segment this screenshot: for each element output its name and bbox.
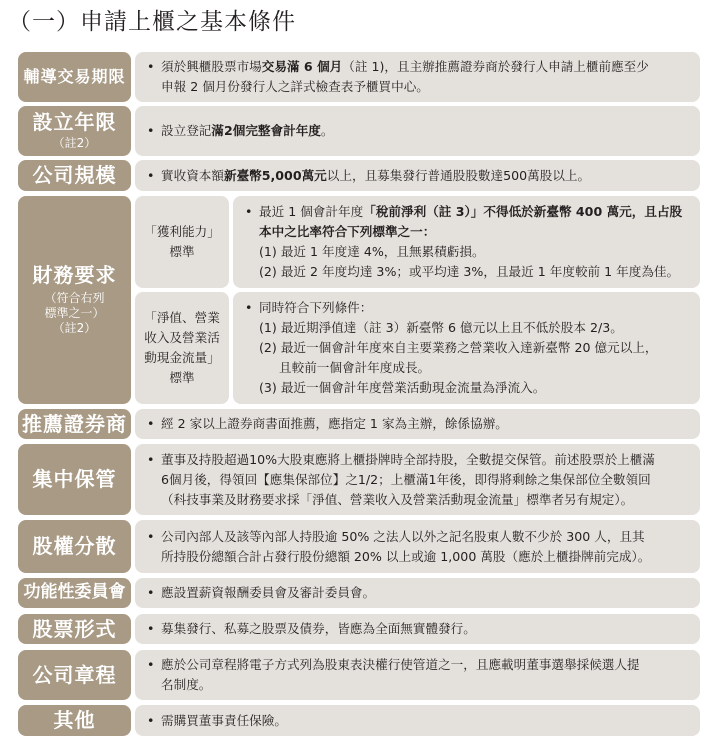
subrow-profitability [135, 196, 700, 288]
row-label [18, 705, 131, 736]
continued-text: 所持股份總額合計占發行股份總額 20% 以上或逾 1,000 萬股（應於上櫃掛牌前完成）。 [161, 548, 651, 564]
sub-label-text: 標準 [169, 244, 195, 259]
section-title: （一）申請上櫃之基本條件 [8, 9, 296, 35]
bullet-text [245, 202, 692, 222]
sub-label-text: 收入及營業活 [144, 330, 220, 345]
text-span: 實收資本額 [161, 167, 224, 183]
criterion-continued: 且較前一個會計年度成長。 [279, 360, 431, 375]
row-label-sub: （符合右列 [44, 291, 105, 305]
row-label [18, 614, 131, 644]
continued-text: 6個月後，得領回【應集保部位】之1/2；上櫃滿1年後，即得將剩餘之集保部位全數領回 [161, 471, 651, 487]
row-label-text: 公司規模 [32, 163, 117, 187]
row-content [135, 614, 700, 644]
row-other [18, 705, 700, 736]
row-label-text: 設立年限 [32, 110, 117, 135]
row-content [135, 106, 700, 156]
row-label-text: 輔導交易期限 [23, 66, 126, 86]
row-committee [18, 578, 700, 608]
sub-label-text: 標準 [169, 370, 195, 385]
sub-label [135, 196, 229, 288]
bullet-text [147, 57, 690, 77]
row-content [135, 160, 700, 191]
row-articles [18, 650, 700, 700]
criterion: (1) 最近期淨值達（註 3）新臺幣 6 億元以上且不低於股本 2/3。 [259, 320, 623, 335]
criterion: (2) 最近 2 年度均達 3%；或平均達 3%，且最近 1 年度較前 1 年度為佳。 [259, 264, 680, 279]
continued-text: 申報 2 個月份發行人之詳式檢查表予櫃買中心。 [161, 79, 429, 94]
bold-span: 交易滿 6 個月 [261, 59, 343, 74]
row-label-note: （註2） [52, 136, 97, 151]
bold-span: 本中之比率符合下列標準之一： [259, 224, 436, 239]
row-sponsor [18, 409, 700, 439]
sub-content [233, 196, 700, 288]
continued-text [245, 222, 692, 242]
row-label-text: 股票形式 [32, 616, 117, 641]
row-content [135, 520, 700, 573]
criterion: (3) 最近一個會計年度營業活動現金流量為淨流入。 [259, 380, 546, 395]
row-label-text: 推薦證券商 [22, 411, 127, 436]
text-span: 。 [320, 123, 334, 138]
row-label [18, 160, 131, 191]
criterion: (1) 最近 1 年度達 4%，且無累積虧損。 [259, 244, 485, 259]
subrow-net-worth [135, 292, 700, 404]
bullet-text: • 公司內部人及該等內部人持股逾 50% 之法人以外之記名股東人數不少於 300 人，且其 [147, 527, 690, 547]
bold-span: 新臺幣5,000萬元 [223, 167, 327, 183]
row-label-text: 財務要求 [32, 263, 117, 287]
row-label [18, 409, 131, 439]
bullet-text [147, 166, 690, 186]
row-label-text: 功能性委員會 [23, 582, 126, 603]
continued-text: 名制度。 [161, 677, 212, 692]
row-label-text: 公司章程 [32, 662, 117, 687]
criterion: (2) 最近一個會計年度來自主要業務之營業收入達新臺幣 20 億元以上， [259, 340, 658, 355]
row-content [135, 578, 700, 608]
row-label-text: 集中保管 [32, 467, 117, 491]
row-custody [18, 444, 700, 515]
bold-span: 滿2個完整會計年度 [211, 123, 321, 138]
row-label-sub: 標準之一） [44, 306, 105, 320]
row-content [135, 409, 700, 439]
text-span: 以上，且募集發行普通股股數達500萬股以上。 [326, 167, 591, 183]
row-stock-form [18, 614, 700, 644]
row-label [18, 578, 131, 608]
sub-content [233, 292, 700, 404]
text-span: 設立登記 [161, 123, 212, 138]
text-span: 最近 1 個會計年度 [259, 204, 364, 219]
bullet-text: • 董事及持股超過10%大股東應將上櫃掛牌時全部持股，全數提交保管。前述股票於上櫃滿 [147, 450, 690, 470]
row-company-scale [18, 160, 700, 191]
row-trading-period [18, 52, 700, 102]
bullet-text: • 需購買董事責任保險。 [147, 711, 690, 731]
bold-span: 「稅前淨利（註 3）」不得低於新臺幣 400 萬元，且占股 [363, 204, 683, 219]
sub-label [135, 292, 229, 404]
row-label-note: （註2） [52, 321, 97, 335]
row-label [18, 650, 131, 700]
row-label [18, 52, 131, 102]
sub-label-text: 「淨值、營業 [144, 310, 220, 325]
bullet-text: • 應設置薪資報酬委員會及審計委員會。 [147, 583, 690, 603]
row-label [18, 520, 131, 573]
bullet-text [147, 121, 690, 141]
row-label [18, 196, 131, 404]
row-financial [18, 196, 700, 404]
row-label-text: 其他 [53, 708, 96, 732]
row-content [135, 52, 700, 102]
row-content [135, 650, 700, 700]
text-span: 須於興櫃股票市場 [161, 59, 262, 74]
bullet-text: • 經 2 家以上證券商書面推薦，應指定 1 家為主辦，餘係協辦。 [147, 414, 690, 434]
row-establishment [18, 106, 700, 156]
row-dispersion [18, 520, 700, 573]
bullet-text: • 募集發行、私募之股票及債券，皆應為全面無實體發行。 [147, 619, 690, 639]
row-content [135, 705, 700, 736]
row-content [135, 444, 700, 515]
row-label-text: 股權分散 [32, 534, 117, 558]
row-label [18, 106, 131, 156]
continued-text: （科技事業及財務要求採「淨值、營業收入及營業活動現金流量」標準者另有規定）。 [161, 491, 634, 507]
row-label [18, 444, 131, 515]
sub-label-text: 「獲利能力」 [144, 224, 220, 239]
sub-label-text: 動現金流量」 [144, 350, 220, 365]
bullet-text: • 應於公司章程將電子方式列為股東表決權行使管道之一，且應載明董事選舉採候選人提 [147, 655, 690, 675]
text-span: （註 1)，且主辦推薦證券商於發行人申請上櫃前應至少 [342, 59, 649, 74]
bullet-text: • 同時符合下列條件： [245, 298, 692, 318]
